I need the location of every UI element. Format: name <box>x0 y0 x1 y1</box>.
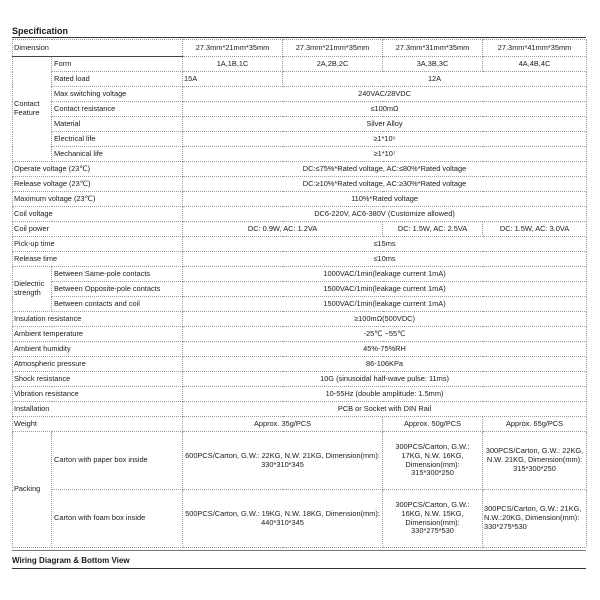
dielectric-row-1-label: Between Same-pole contacts <box>52 267 183 282</box>
row-operate-voltage <box>13 162 587 177</box>
row-release-voltage <box>13 177 587 192</box>
weight-value-1: Approx. 35g/PCS <box>183 417 383 432</box>
operate-voltage-value: DC:≤75%*Rated voltage, AC:≤80%*Rated voltage <box>183 162 587 177</box>
release-voltage-value: DC:≥10%*Rated voltage, AC:≥30%*Rated voltage <box>183 177 587 192</box>
dimension-value-1: 27.3mm*21mm*35mm <box>183 40 283 57</box>
row-dimension <box>13 40 587 57</box>
weight-value-2: Approx. 50g/PCS <box>383 417 483 432</box>
dimension-value-3: 27.3mm*31mm*35mm <box>383 40 483 57</box>
row-installation <box>13 402 587 417</box>
weight-value-3: Approx. 65g/PCS <box>483 417 587 432</box>
packing-paper-value-2: 300PCS/Carton, G.W.: 17KG, N.W. 16KG, Dimension(mm): 315*300*250 <box>383 432 483 490</box>
ambient-temperature-value: -25℃ ~55℃ <box>183 327 587 342</box>
vibration-resistance-label: Vibration resistance <box>13 387 183 402</box>
atmospheric-pressure-label: Atmospheric pressure <box>13 357 183 372</box>
row-material <box>13 117 587 132</box>
row-ambient-humidity <box>13 342 587 357</box>
row-mechanical-life <box>13 147 587 162</box>
dimension-value-2: 27.3mm*21mm*35mm <box>283 40 383 57</box>
weight-label: Weight <box>13 417 183 432</box>
packing-paper-value-1: 600PCS/Carton, G.W.: 22KG, N.W. 21KG, Dimension(mm): 330*310*345 <box>183 432 383 490</box>
form-value-2: 2A,2B,2C <box>283 57 383 72</box>
row-coil-voltage <box>13 207 587 222</box>
row-dielectric-1 <box>13 267 587 282</box>
row-insulation-resistance <box>13 312 587 327</box>
row-dielectric-3 <box>13 297 587 312</box>
packing-paper-label: Carton with paper box inside <box>52 432 183 490</box>
dielectric-row-1-value: 1000VAC/1min(leakage current 1mA) <box>183 267 587 282</box>
material-label: Material <box>52 117 183 132</box>
table-end-rule <box>12 550 586 551</box>
coil-power-value-3: DC: 1.5W, AC: 3.0VA <box>483 222 587 237</box>
mechanical-life-label: Mechanical life <box>52 147 183 162</box>
coil-power-value-2: DC: 1.5W, AC: 2.5VA <box>383 222 483 237</box>
pickup-time-label: Pick-up time <box>13 237 183 252</box>
atmospheric-pressure-value: 86-106KPa <box>183 357 587 372</box>
row-coil-power <box>13 222 587 237</box>
row-release-time <box>13 252 587 267</box>
ambient-temperature-label: Ambient temperature <box>13 327 183 342</box>
maximum-voltage-value: 110%*Rated voltage <box>183 192 587 207</box>
row-atmospheric-pressure <box>13 357 587 372</box>
row-maximum-voltage <box>13 192 587 207</box>
insulation-resistance-label: Insulation resistance <box>13 312 183 327</box>
row-packing-foam <box>13 490 587 548</box>
installation-value: PCB or Socket with DIN Rail <box>183 402 587 417</box>
row-contact-resistance <box>13 102 587 117</box>
packing-paper-value-3: 300PCS/Carton, G.W.: 22KG, N.W. 21KG, Dimension(mm): 315*300*250 <box>483 432 587 490</box>
coil-power-value-1: DC: 0.9W, AC: 1.2VA <box>183 222 383 237</box>
max-switching-voltage-value: 240VAC/28VDC <box>183 87 587 102</box>
row-pickup-time <box>13 237 587 252</box>
spec-table <box>12 39 587 548</box>
row-vibration-resistance <box>13 387 587 402</box>
pickup-time-value: ≤15ms <box>183 237 587 252</box>
ambient-humidity-label: Ambient humidity <box>13 342 183 357</box>
shock-resistance-label: Shock resistance <box>13 372 183 387</box>
release-time-label: Release time <box>13 252 183 267</box>
form-value-3: 3A,3B,3C <box>383 57 483 72</box>
wiring-diagram-title: Wiring Diagram & Bottom View <box>12 556 130 565</box>
dielectric-row-2-label: Between Opposite-pole contacts <box>52 282 183 297</box>
packing-foam-value-2: 300PCS/Carton, G.W.: 16KG, N.W. 15KG, Dimension(mm): 330*275*530 <box>383 490 483 548</box>
installation-label: Installation <box>13 402 183 417</box>
packing-foam-label: Carton with foam box inside <box>52 490 183 548</box>
row-packing-paper <box>13 432 587 490</box>
dielectric-row-2-value: 1500VAC/1min(leakage current 1mA) <box>183 282 587 297</box>
electrical-life-value: ≥1*10⁵ <box>183 132 587 147</box>
title-rule <box>12 37 586 38</box>
ambient-humidity-value: 45%-75%RH <box>183 342 587 357</box>
contact-feature-label: Contact Feature <box>13 57 52 162</box>
form-value-4: 4A,4B,4C <box>483 57 587 72</box>
row-dielectric-2 <box>13 282 587 297</box>
coil-voltage-value: DC6-220V, AC6-380V (Customize allowed) <box>183 207 587 222</box>
row-form <box>13 57 587 72</box>
rated-load-value-1: 15A <box>183 72 283 87</box>
form-label: Form <box>52 57 183 72</box>
dimension-label: Dimension <box>13 40 183 57</box>
wiring-title-rule <box>12 568 586 569</box>
row-weight <box>13 417 587 432</box>
operate-voltage-label: Operate voltage (23℃) <box>13 162 183 177</box>
shock-resistance-value: 10G (sinusoidal half-wave pulse: 11ms) <box>183 372 587 387</box>
packing-label: Packing <box>13 432 52 548</box>
coil-voltage-label: Coil voltage <box>13 207 183 222</box>
release-voltage-label: Release voltage (23℃) <box>13 177 183 192</box>
material-value: Silver Alloy <box>183 117 587 132</box>
packing-foam-value-3: 300PCS/Carton, G.W.: 21KG, N.W.:20KG, Dimension(mm): 330*275*530 <box>483 490 587 548</box>
max-switching-voltage-label: Max switching voltage <box>52 87 183 102</box>
rated-load-label: Rated load <box>52 72 183 87</box>
coil-power-label: Coil power <box>13 222 183 237</box>
vibration-resistance-value: 10-55Hz (double amplitude: 1.5mm) <box>183 387 587 402</box>
rated-load-value-2: 12A <box>283 72 587 87</box>
row-rated-load <box>13 72 587 87</box>
row-ambient-temperature <box>13 327 587 342</box>
dielectric-row-3-label: Between contacts and coil <box>52 297 183 312</box>
mechanical-life-value: ≥1*10⁷ <box>183 147 587 162</box>
dielectric-row-3-value: 1500VAC/1min(leakage current 1mA) <box>183 297 587 312</box>
release-time-value: ≤10ms <box>183 252 587 267</box>
row-electrical-life <box>13 132 587 147</box>
insulation-resistance-value: ≥100mΩ(500VDC) <box>183 312 587 327</box>
spec-title: Specification <box>12 26 69 36</box>
electrical-life-label: Electrical life <box>52 132 183 147</box>
contact-resistance-value: ≤100mΩ <box>183 102 587 117</box>
dimension-value-4: 27.3mm*41mm*35mm <box>483 40 587 57</box>
maximum-voltage-label: Maximum voltage (23℃) <box>13 192 183 207</box>
packing-foam-value-1: 500PCS/Carton, G.W.: 19KG, N.W. 18KG, Dimension(mm): 440*310*345 <box>183 490 383 548</box>
row-shock-resistance <box>13 372 587 387</box>
contact-resistance-label: Contact resistance <box>52 102 183 117</box>
dielectric-strength-label: Dielectric strength <box>13 267 52 312</box>
form-value-1: 1A,1B,1C <box>183 57 283 72</box>
row-max-switching-voltage <box>13 87 587 102</box>
